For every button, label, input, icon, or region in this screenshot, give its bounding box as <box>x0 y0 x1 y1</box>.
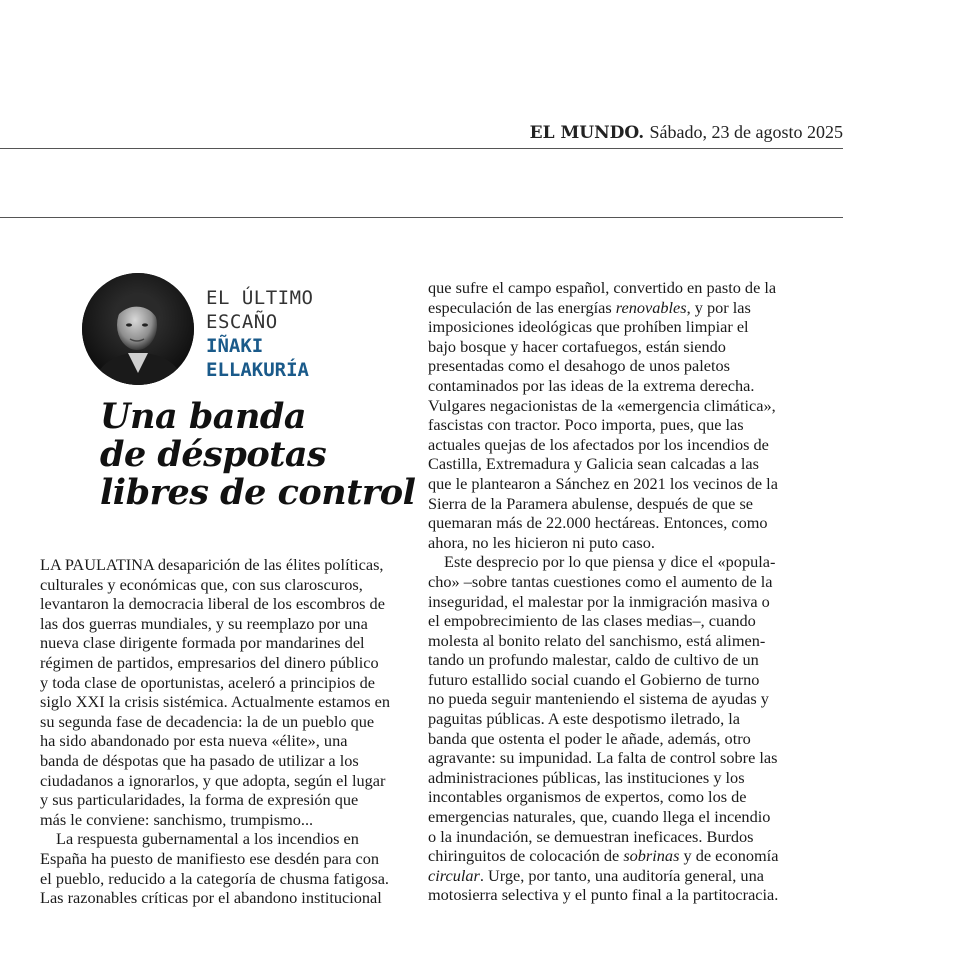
body-line: paguitas públicas. A este despotismo iletrado, la <box>428 709 740 729</box>
newspaper-name: EL MUNDO. <box>529 123 645 143</box>
body-line: y sus particularidades, la forma de expresión que <box>40 790 359 810</box>
author-last-name: ELLAKURÍA <box>206 359 309 381</box>
author-first-name: IÑAKI <box>206 335 264 357</box>
body-line: Este desprecio por lo que piensa y dice el «popula- <box>444 552 776 572</box>
body-line: Las razonables críticas por el abandono institucional <box>40 888 382 908</box>
body-line: y toda clase de oportunistas, aceleró a principios de <box>40 672 376 692</box>
body-line: nueva clase dirigente formada por mandarines del <box>40 633 365 653</box>
body-line: LA PAULATINA desaparición de las élites políticas, <box>40 555 384 574</box>
body-line: que sufre el campo español, convertido en pasto de la <box>428 278 777 297</box>
body-line: Vulgares negacionistas de la «emergencia climática», <box>428 395 776 415</box>
header-divider <box>0 148 843 149</box>
body-line: bajo bosque y hacer cortafuegos, están siendo <box>428 336 726 356</box>
column-section-label <box>206 286 313 334</box>
body-line: Castilla, Extremadura y Galicia sean calcadas a las <box>428 454 759 474</box>
body-line: futuro estallido social cuando el Gobierno de turno <box>428 669 760 689</box>
body-line: siglo XXI la crisis sistémica. Actualmente estamos en <box>40 692 390 712</box>
body-line: presentadas como el desahogo de unos paletos <box>428 356 731 376</box>
body-line: levantaron la democracia liberal de los escombros de <box>40 594 385 614</box>
body-line: tando un profundo malestar, caldo de cultivo de un <box>428 650 759 670</box>
article-headline <box>100 398 420 512</box>
body-line: régimen de partidos, empresarios del dinero público <box>40 652 379 672</box>
body-line: chiringuitos de colocación de sobrinas y de economía <box>428 846 779 866</box>
body-line: imposiciones ideológicas que prohíben limpiar el <box>428 317 749 337</box>
body-line: administraciones públicas, las instituciones y los <box>428 767 745 787</box>
author-byline <box>206 334 309 382</box>
body-line: quemaran más de 22.000 hectáreas. Entonces, como <box>428 513 768 533</box>
article-body-left-column <box>40 555 400 908</box>
body-line: especulación de las energías renovables, y por las <box>428 297 751 317</box>
body-line: incontables organismos de expertos, como los de <box>428 787 747 807</box>
body-line: culturales y económicas que, con sus claroscuros, <box>40 574 363 594</box>
body-line: España ha puesto de manifiesto ese desdén para con <box>40 848 380 868</box>
body-line: motosierra selectiva y el punto final a la partitocracia. <box>428 885 779 905</box>
body-line: las dos guerras mundiales, y su reemplazo por una <box>40 613 368 633</box>
body-line: banda de déspotas que ha pasado de utilizar a los <box>40 750 359 770</box>
body-line: cho» –sobre tantas cuestiones como el aumento de la <box>428 571 773 591</box>
body-line: su segunda fase de decadencia: la de un pueblo que <box>40 711 375 731</box>
body-line: emergencias naturales, que, cuando llega el incendio <box>428 807 771 827</box>
body-line: el empobrecimiento de las clases medias–, cuando <box>428 611 756 631</box>
body-line: que le plantearon a Sánchez en 2021 los vecinos de la <box>428 473 778 493</box>
body-line: más le conviene: sanchismo, trumpismo... <box>40 809 314 829</box>
body-line: agravante: su impunidad. La falta de control sobre las <box>428 748 778 768</box>
section-label-line: ESCAÑO <box>206 311 278 333</box>
article-body-right-column <box>428 278 788 905</box>
body-line: fascistas con tractor. Poco importa, pues, que las <box>428 415 744 435</box>
body-line: banda que ostenta el poder le añade, además, otro <box>428 728 751 748</box>
body-line: ahora, no les hicieron ni puto caso. <box>428 532 655 552</box>
page-header <box>530 121 843 144</box>
body-line: circular. Urge, por tanto, una auditoría general, una <box>428 865 764 885</box>
headline-line: de déspotas <box>100 434 327 475</box>
body-line: contaminados por las ideas de la extrema derecha. <box>428 375 755 395</box>
body-line: Sierra de la Paramera abulense, después de que se <box>428 493 754 513</box>
body-line: el pueblo, reducido a la categoría de chusma fatigosa. <box>40 868 389 888</box>
body-line: no pueda seguir manteniendo el sistema de ayudas y <box>428 689 769 709</box>
section-label-line: EL ÚLTIMO <box>206 287 314 309</box>
issue-date: Sábado, 23 de agosto 2025 <box>649 122 843 142</box>
headline-line: libres de control <box>100 472 416 513</box>
headline-line: Una banda <box>100 396 307 437</box>
body-line: molesta al bonito relato del sanchismo, está alimen- <box>428 630 766 650</box>
author-portrait <box>82 273 194 385</box>
body-line: inseguridad, el malestar por la inmigración masiva o <box>428 591 770 611</box>
body-line: ha sido abandonado por esta nueva «élite», una <box>40 731 348 751</box>
section-divider <box>0 217 843 218</box>
body-line: o la inundación, se demuestran ineficaces. Burdos <box>428 826 754 846</box>
body-line: La respuesta gubernamental a los incendios en <box>56 829 359 849</box>
author-photo-image <box>82 273 194 385</box>
body-line: ciudadanos a ignorarlos, y que adopta, según el lugar <box>40 770 386 790</box>
body-line: actuales quejas de los afectados por los incendios de <box>428 434 769 454</box>
